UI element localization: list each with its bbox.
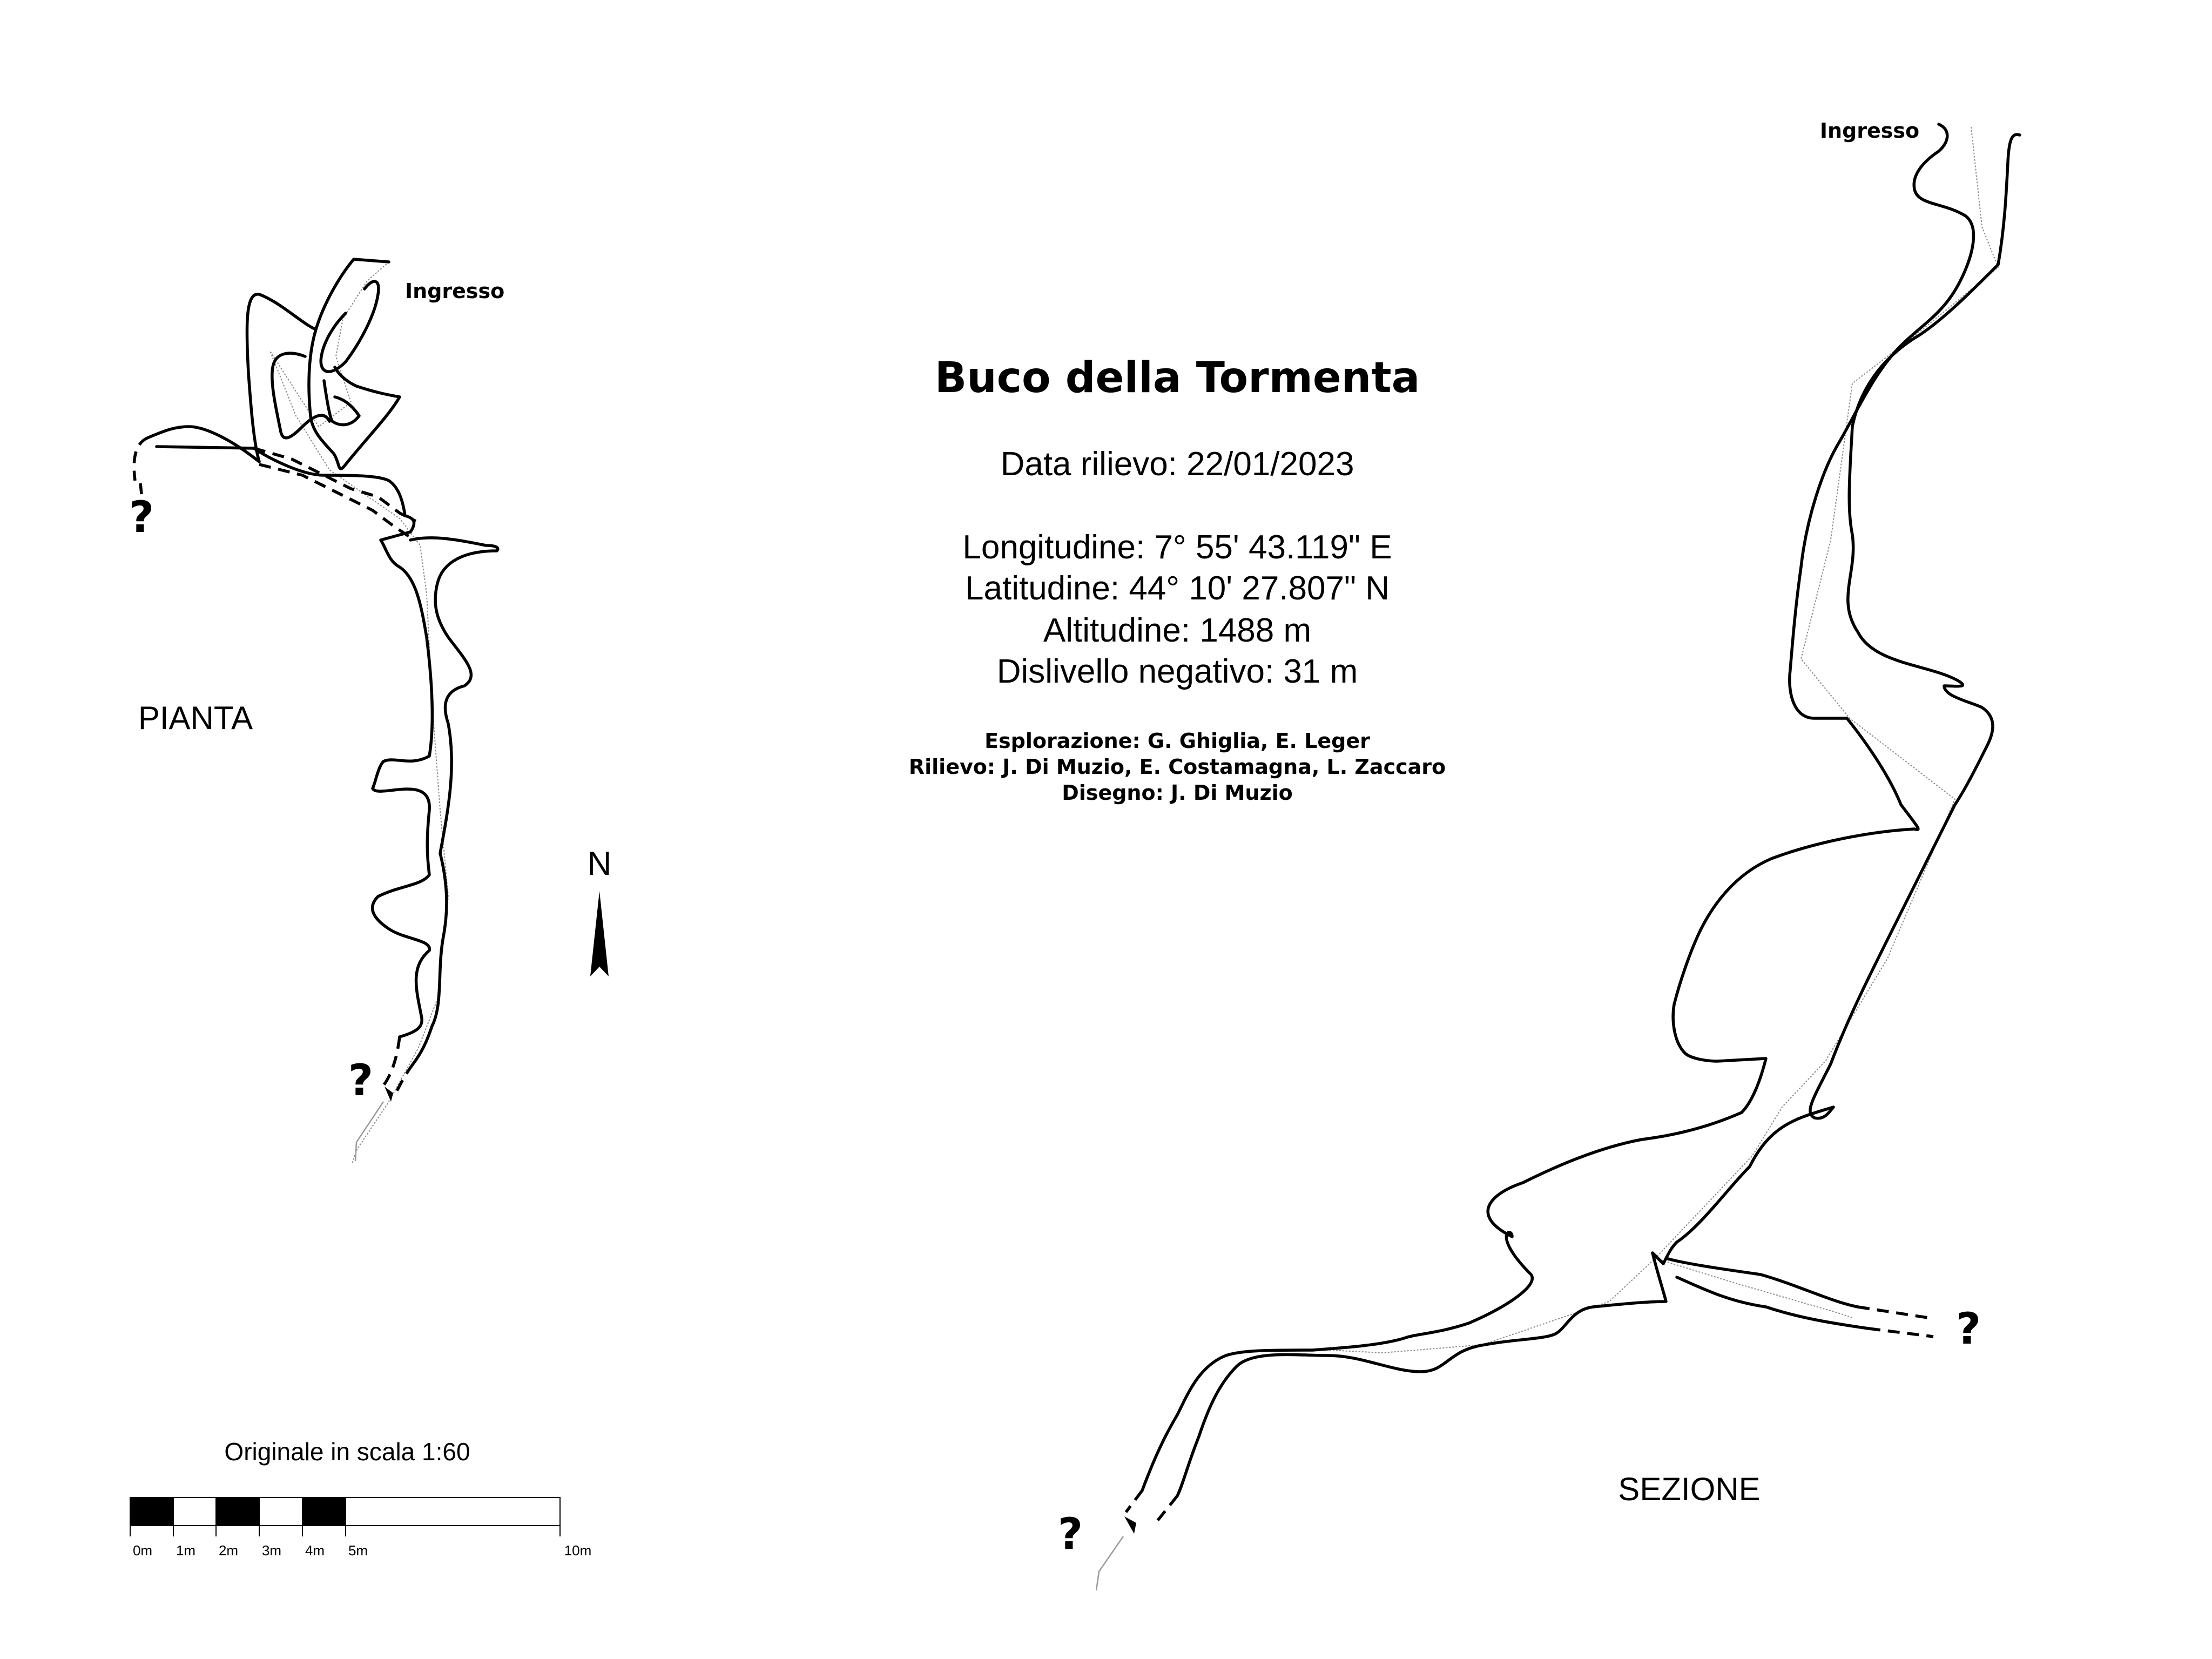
section-view xyxy=(1058,119,2020,1590)
longitude-text: Longitudine: 7° 55' 43.119" E xyxy=(962,529,1392,566)
scale-block-2 xyxy=(216,1498,259,1526)
scale-label-3: 3m xyxy=(261,1542,282,1559)
north-label: N xyxy=(587,845,612,882)
plan-label: PIANTA xyxy=(138,700,253,736)
survey-credit: Rilievo: J. Di Muzio, E. Costamagna, L. Zaccaro xyxy=(908,755,1446,779)
latitude-text: Latitudine: 44° 10' 27.807" N xyxy=(965,570,1390,607)
section-bottom-dashed xyxy=(1126,1491,1177,1523)
section-unknown-east: ? xyxy=(1955,1304,1981,1354)
scale-label-2: 2m xyxy=(218,1542,239,1559)
section-east-branch-dashed xyxy=(1858,1307,1933,1337)
section-survey-tail xyxy=(1096,1536,1123,1590)
scale-label-1: 1m xyxy=(176,1542,196,1559)
negative-drop-text: Dislivello negativo: 31 m xyxy=(996,653,1358,690)
scale-block-4 xyxy=(302,1498,346,1526)
exploration-credit: Esplorazione: G. Ghiglia, E. Leger xyxy=(984,729,1370,753)
scale-label-4: 4m xyxy=(305,1542,325,1559)
plan-survey-line xyxy=(270,262,448,1164)
scale-block-0 xyxy=(130,1498,173,1526)
plan-south-arrow xyxy=(385,1087,393,1102)
section-entrance-label: Ingresso xyxy=(1819,119,1920,143)
plan-west-branch-dashed xyxy=(134,437,149,494)
scale-caption: Originale in scala 1:60 xyxy=(224,1438,470,1466)
plan-wall-west-branch-upper xyxy=(149,427,259,462)
drawing-credit: Disegno: J. Di Muzio xyxy=(1062,781,1293,805)
north-arrow-icon xyxy=(590,891,609,976)
map-title: Buco della Tormenta xyxy=(934,354,1420,402)
altitude-text: Altitudine: 1488 m xyxy=(1043,612,1312,649)
plan-unknown-south: ? xyxy=(348,1055,374,1105)
section-bottom-arrow xyxy=(1124,1516,1136,1534)
plan-entrance-label: Ingresso xyxy=(405,279,505,303)
section-wall-bottom-right xyxy=(1177,1253,1666,1496)
plan-unknown-west: ? xyxy=(129,492,154,542)
section-label: SEZIONE xyxy=(1618,1471,1761,1507)
plan-wall-gallery-west xyxy=(373,481,433,1037)
plan-view xyxy=(129,259,504,1164)
survey-date: Data rilievo: 22/01/2023 xyxy=(1000,446,1354,483)
plan-wall-west-branch-lower xyxy=(157,447,389,481)
scale-label-5: 5m xyxy=(348,1542,368,1559)
section-wall-right xyxy=(1663,134,2020,1264)
scale-label-0: 0m xyxy=(132,1542,153,1559)
section-survey-branch xyxy=(1655,1258,1852,1318)
north-arrow xyxy=(588,845,612,976)
section-survey-line xyxy=(1328,127,1998,1353)
section-wall-left xyxy=(1142,124,1973,1491)
plan-south-dashed xyxy=(383,1037,413,1096)
section-east-branch-upper xyxy=(1666,1258,1858,1307)
scale-bar xyxy=(130,1438,591,1559)
scale-label-10: 10m xyxy=(564,1542,592,1559)
section-unknown-bottom: ? xyxy=(1057,1509,1083,1559)
